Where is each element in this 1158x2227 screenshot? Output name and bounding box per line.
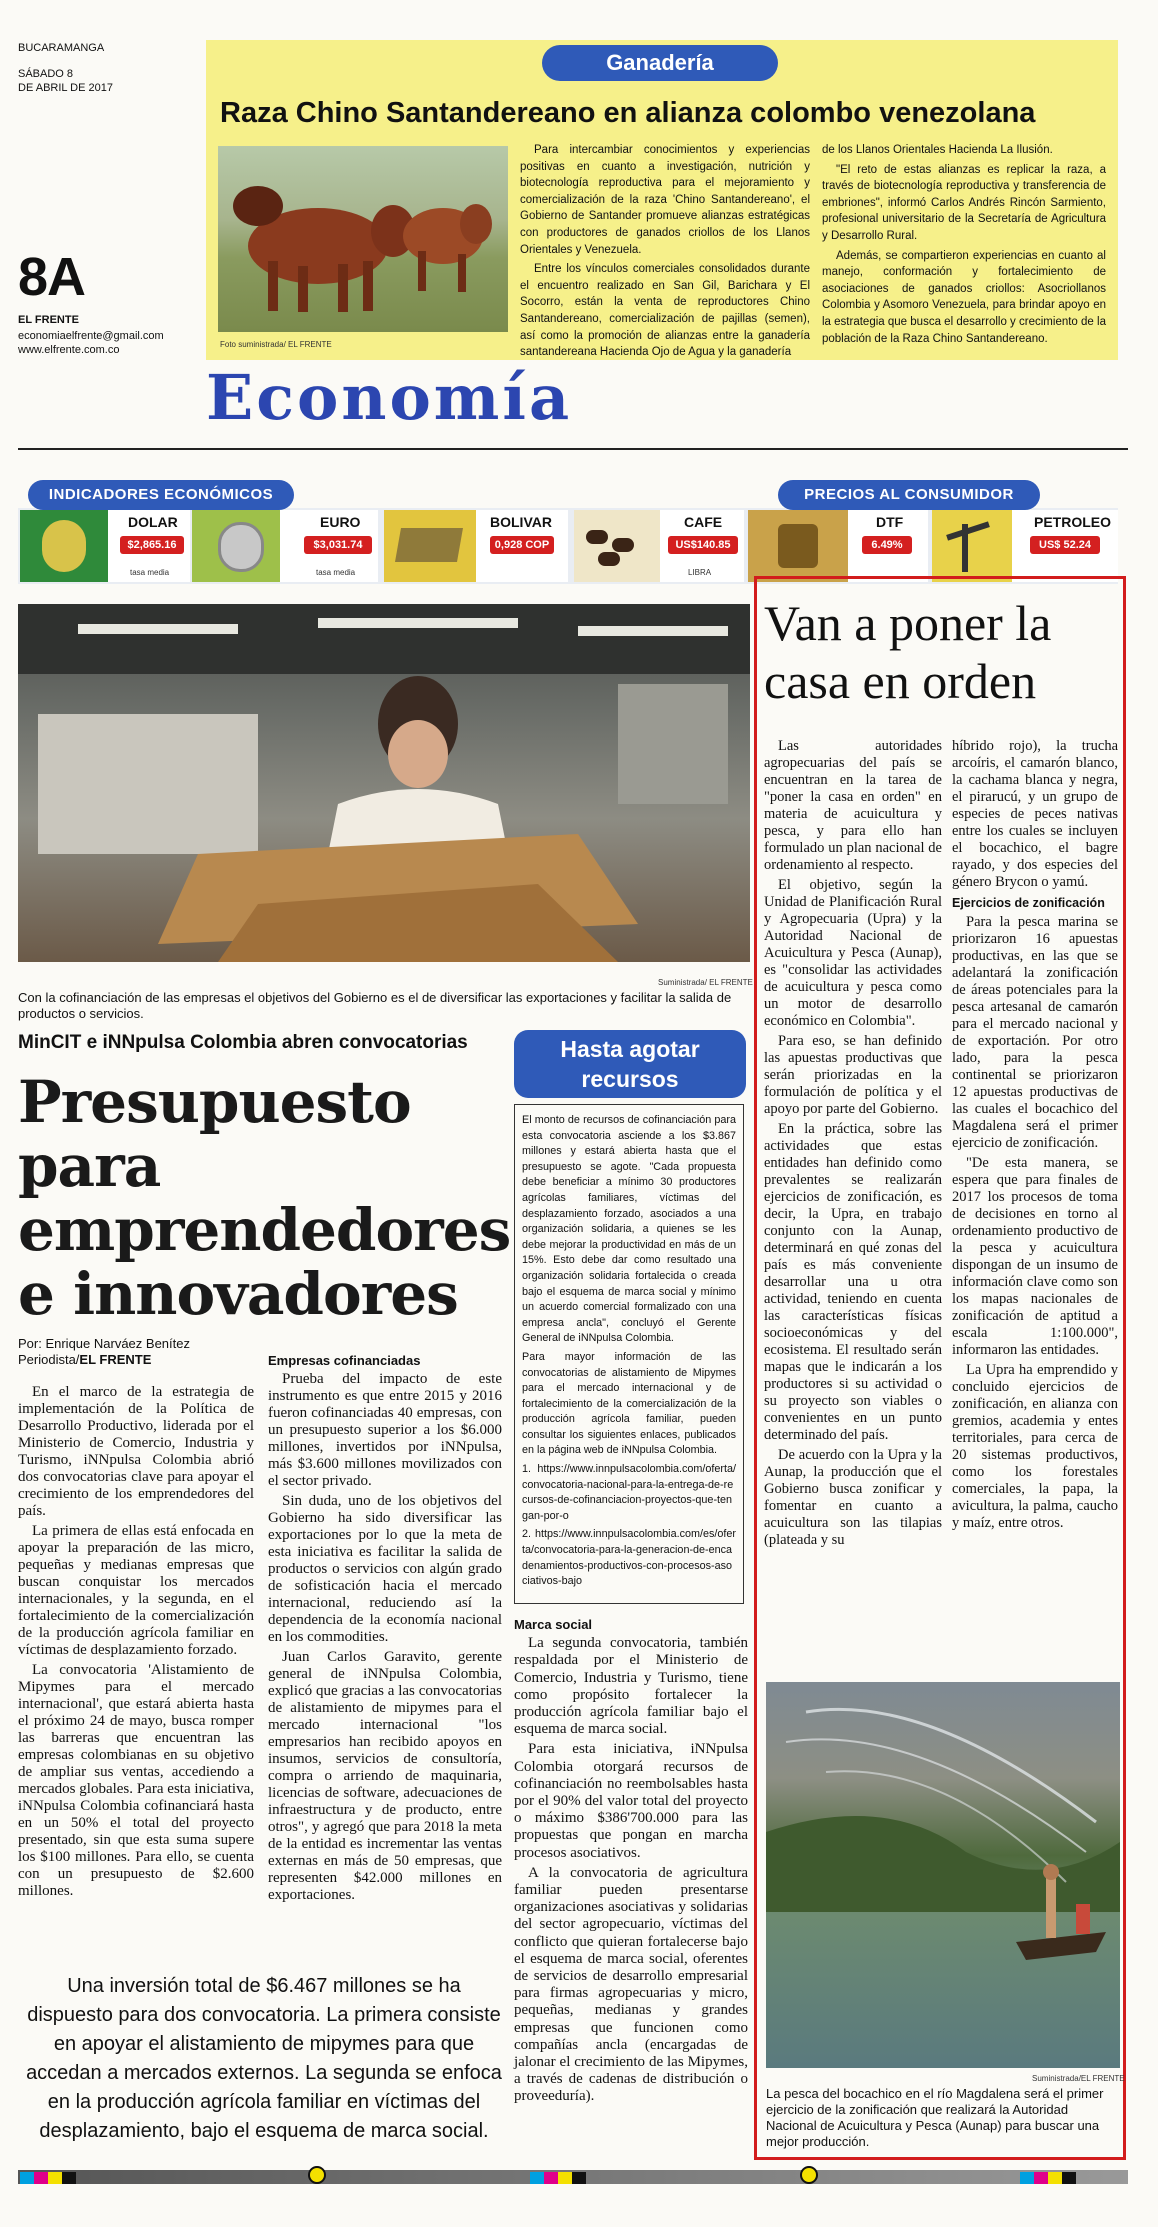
paragraph: Sin duda, uno de los objetivos del Gobierno ha sido diversificar las exportaciones por lo que la meta de esta iniciativa es facilitar la salida de productos o servicios con algún grado de sofisticación hacia el mercado internacional, reduciendo así la dependencia de la economía nacional en los commodities. xyxy=(268,1493,502,1645)
bolivar-panel xyxy=(476,510,568,582)
sidebar-title: Hasta agotar recursos xyxy=(514,1030,746,1098)
paragraph: La Upra ha emprendido y concluido ejercicios de zonificación, en alianza con gremios, academia y entes territoriales, para cerca de 20 sistemas productivos, como los forestales comerciales, la papa, la avicultura, la palma, caucho y maíz, entre otros. xyxy=(952,1362,1118,1531)
dolar-label: DOLAR xyxy=(128,514,178,530)
contact-email[interactable]: economiaelfrente@gmail.com xyxy=(18,330,164,342)
ganaderia-col2 xyxy=(822,142,1106,350)
fishing-photo-credit: Suministrada/EL FRENTE xyxy=(1032,2074,1125,2083)
masthead-date: DE ABRIL DE 2017 xyxy=(18,82,113,94)
dolar-sub: tasa media xyxy=(130,568,170,577)
paragraph: De acuerdo con la Upra y la Aunap, la producción que el Gobierno busca zonificar y fomentar en cuanto a acuicultura son las tilapias (plateada y su xyxy=(764,1447,942,1548)
bolivar-label: BOLIVAR xyxy=(490,514,552,530)
dtf-panel xyxy=(848,510,928,582)
euro-label: EURO xyxy=(320,514,361,530)
dtf-label: DTF xyxy=(876,514,904,530)
bolivar-value: 0,928 COP xyxy=(490,536,554,554)
paragraph: Además, se compartieron experiencias en cuanto al manejo, conformación y fortalecimiento de asociaciones de ganados criollos: Asocriollanos Colombia y Asomoro Venezuela, para brindar apoyo en la estrategia que busca el desarrollo y crecimiento de la población de la Raza Chino Santandereano. xyxy=(822,249,1106,345)
presupuesto-col2 xyxy=(268,1352,502,1907)
masthead-day: SÁBADO 8 xyxy=(18,68,74,80)
subhead: Empresas cofinanciadas xyxy=(268,1353,421,1368)
sewing-illustration xyxy=(18,604,750,962)
casa-headline: Van a poner la casa en orden xyxy=(764,595,1052,709)
euro-panel xyxy=(280,510,378,582)
ganaderia-col1 xyxy=(520,142,810,364)
dtf-value: 6.49% xyxy=(862,536,912,554)
cattle-illustration xyxy=(218,146,508,332)
paragraph: A la convocatoria de agricultura familiar pueden presentarse organizaciones asociativas y solidarias del sector agropecuario, víctimas del conflicto que quieran fortalecerse bajo el esquema de marca social, oferentes de servicios de desarrollo empresarial para firmas agropecuarias y micro, pequeñas, medianas y grandes empresas que funcionen como compañías ancla (encargadas de jalonar el crecimiento de las Mipymes, a través de cadenas de distribución o proveeduría). xyxy=(514,1864,748,2105)
paragraph: de los Llanos Orientales Hacienda La Ilusión. xyxy=(822,144,1053,156)
register-target-icon xyxy=(308,2166,326,2184)
sidebar-link[interactable]: 2. https://www.innpulsacolombia.com/es/oferta/convocatoria-para-la-generacion-de-encadenamientos-productivos-con-procesos-asociativos-bajo xyxy=(522,1528,736,1588)
paragraph: La primera de ellas está enfocada en apoyar la preparación de las micro, pequeñas y medianas empresas que buscan conquistar los mercados internacionales, y la segunda, en el fortalecimiento de la comercialización de la producción agrícola familiar en víctimas de desplazamiento forzado. xyxy=(18,1523,254,1658)
main-photo-credit: Suministrada/ EL FRENTE xyxy=(658,978,753,987)
section-rule xyxy=(18,448,1128,450)
presupuesto-headline: Presupuesto para emprendedores e innovadores xyxy=(18,1068,511,1328)
paragraph: híbrido rojo), la trucha arcoíris, el camarón blanco, la cachama blanca y negra, el pirarucú, y un grupo de especies de peces nativas entre los cuales se incluyen el bocachico, el bagre rayado, y dos especies del género Brycon o yamú. xyxy=(952,738,1118,890)
paragraph: La convocatoria 'Alistamiento de Mipymes para el mercado internacional', que estará abierta hasta el próximo 24 de mayo, busca romper las barreras que encuentran las empresas colombianas en su objetivo de ampliar sus ventas, accediendo a mercados globales. Para esta iniciativa, iNNpulsa Colombia cofinanciará hasta en un 50% el total del proyecto presentado, sin que esta suma supere los $100 millones. Para ello, se cuenta con un presupuesto de $2.600 millones. xyxy=(18,1662,254,1899)
cmyk-marks-left xyxy=(20,2171,76,2189)
paragraph: En la práctica, sobre las actividades que estas entidades han definido como prevalentes se realizarán ejercicios de zonificación, es decir, la Upra, en trabajo conjunto con la Aunap, determinará en qué zonas del país es más conveniente desarrollar una u otra actividad, teniendo en cuenta las características físicas socioeconómicas y del ecosistema. El resultado serán mapas que le indicarán a los productores si su actividad o su proyecto son viables o convenientes en un punto determinado del país. xyxy=(764,1121,942,1443)
cmyk-marks-right xyxy=(1020,2171,1076,2189)
sidebar-link[interactable]: 1. https://www.innpulsacolombia.com/oferta/convocatoria-nacional-para-la-entrega-de-recursos-de-cofinanciacion-proyectos-que-tengan-por-o xyxy=(522,1463,736,1522)
register-target-icon xyxy=(800,2166,818,2184)
byline-role xyxy=(18,1352,151,1368)
page-number: 8A xyxy=(18,247,86,307)
paragraph: Prueba del impacto de este instrumento es que entre 2015 y 2016 fueron cofinanciadas 40 empresas, con un presupuesto superior a los $6.000 millones, invertidos por iNNpulsa, más $3.600 millones movilizados con el sector privado. xyxy=(268,1371,502,1489)
sidebar-paragraph: Para mayor información de las convocatorias de alistamiento de Mipymes para el mercado internacional y de fortalecimiento de la comercialización de la producción agrícola familiar, pueden consultar los siguientes enlaces, publicados en la página web de iNNpulsa Colombia. xyxy=(522,1350,736,1457)
paragraph: La segunda convocatoria, también respaldada por el Ministerio de Comercio, Industria y Turismo, tiene como propósito fortalecer la producción agrícola familiar bajo el esquema de marca social. xyxy=(514,1635,748,1738)
ganaderia-headline: Raza Chino Santandereano en alianza colombo venezolana xyxy=(220,97,1036,129)
byline: Por: Enrique Narváez Benítez xyxy=(18,1336,190,1351)
pullquote: Una inversión total de $6.467 millones se ha dispuesto para dos convocatoria. La primera consiste en apoyar el alistamiento de mipymes para que accedan a mercados externos. La segunda se enfoca en la producción agrícola familiar en víctimas del desplazamiento, bajo el esquema de marca social. xyxy=(26,1975,502,2142)
dolar-icon xyxy=(20,510,108,582)
paragraph: Para eso, se han definido las apuestas productivas que serán priorizadas en la formulación de política y el apoyo por parte del Gobierno. xyxy=(764,1033,942,1117)
presupuesto-col3 xyxy=(514,1616,748,2109)
paragraph: "De esta manera, se espera que para finales de 2017 los procesos de toma de decisiones en torno al ordenamiento productivo de la pesca y acuicultura dispongan de un insumo de información clave como son los mapas nacionales de zonificación de aptitud a escala 1:100.000", informaron las entidades. xyxy=(952,1155,1118,1358)
paragraph: Juan Carlos Garavito, gerente general de iNNpulsa Colombia, explicó que gracias a las convocatorias de alistamiento de mipymes para el mercado internacional "los empresarios han recibido apoyos en insumos, servicios de consultoría, compra o arriendo de maquinaria, licencias de software, adecuaciones de infraestructura y de producto, entre otros", y agregó que para 2018 la meta de la entidad es incrementar las ventas externas en más de 50 empresas, que representen $42.000 millones en exportaciones. xyxy=(268,1649,502,1903)
euro-value: $3,031.74 xyxy=(304,536,372,554)
cafe-icon xyxy=(574,510,660,582)
paragraph: Para la pesca marina se priorizaron 16 apuestas productivas, en las que se adelantará la zonificación de áreas potenciales para la pesca artesanal de camarón para el mercado nacional y de exportación. Por otro lado, para la pesca continental se priorizaron 12 apuestas productivas de las cuales el bocachico del Magdalena será el primer ejercicio de zonificación. xyxy=(952,914,1118,1151)
euro-sub: tasa media xyxy=(316,568,356,577)
casa-col1 xyxy=(764,738,942,1552)
fishing-photo-caption: La pesca del bocachico en el río Magdalena será el primer ejercicio de la zonificación que realizará la Autoridad Nacional de Acuicultura y Pesca (Aunap) para buscar una mejor producción. xyxy=(766,2086,1104,2149)
presupuesto-col1 xyxy=(18,1384,254,1903)
subhead: Marca social xyxy=(514,1617,593,1632)
section-title: Economía xyxy=(206,361,573,434)
prices-header: PRECIOS AL CONSUMIDOR xyxy=(778,480,1040,510)
fishing-illustration xyxy=(766,1682,1120,2068)
casa-col2 xyxy=(952,738,1118,1535)
contact-web[interactable]: www.elfrente.com.co xyxy=(18,344,120,356)
ganaderia-photo-credit: Foto suministrada/ EL FRENTE xyxy=(220,340,332,349)
subhead: Ejercicios de zonificación xyxy=(952,896,1105,910)
paper-name: EL FRENTE xyxy=(18,314,79,326)
cafe-value: US$140.85 xyxy=(668,536,738,554)
paragraph: En el marco de la estrategia de implementación de la Política de Desarrollo Productivo, liderada por el Ministerio de Comercio, Industria y Turismo, iNNpulsa Colombia abrió dos convocatorias clave para apoyar el crecimiento de los emprendedores del país. xyxy=(18,1384,254,1519)
petroleo-value: US$ 52.24 xyxy=(1030,536,1100,554)
sidebar-paragraph: El monto de recursos de cofinanciación para esta convocatoria asciende a los $3.867 millones y estará abierta hasta que el presupuesto se agote. "Cada propuesta debe beneficiar a mínimo 30 productores agrícolas familiares, víctimas del desplazamiento forzado, asociados a una organización solidaria, a quienes se les debe mejorar la productividad en más de un 15%. Esto debe dar como resultado una organización solidaria fortalecida o creada bajo el esquema de marca social y mínimo un acuerdo comercial formalizado con una empresa ancla", concluyó el Gerente General de iNNpulsa Colombia. xyxy=(522,1114,736,1345)
dolar-panel xyxy=(108,510,190,582)
cafe-panel xyxy=(660,510,744,582)
cattle-photo xyxy=(218,146,508,332)
paragraph: "El reto de estas alianzas es replicar la raza, a través de biotecnología reproductiva y transferencia de embriones", informó Carlos Andrés Rincón Sarmiento, profesional universitario de la Secretaría de Agricultura y Desarrollo Rural. xyxy=(822,163,1106,242)
paragraph: Para esta iniciativa, iNNpulsa Colombia otorgará recursos de cofinanciación no reembolsables hasta por el 90% del valor total del proyecto o máximo $386'700.000 para las propuestas que pongan en marcha procesos asociativos. xyxy=(514,1741,748,1861)
byline-paper: EL FRENTE xyxy=(79,1352,152,1367)
paragraph: Entre los vínculos comerciales consolidados durante el encuentro realizado en San Gil, Barichara y El Socorro, están la venta de reproductores Chino Santandereano, comercialización de pajillas (semen), así como la promoción de alianzas entre la ganadería santandereana Hacienda Ojo de Agua y la ganadería xyxy=(520,263,810,359)
cmyk-marks-mid xyxy=(530,2171,586,2189)
fishing-photo xyxy=(766,1682,1120,2068)
cafe-label: CAFE xyxy=(684,514,723,530)
indicators-header: INDICADORES ECONÓMICOS xyxy=(28,480,294,510)
petroleo-panel xyxy=(1012,510,1118,582)
cafe-sub: LIBRA xyxy=(688,568,712,577)
bolivar-icon xyxy=(384,510,476,582)
masthead-city: BUCARAMANGA xyxy=(18,42,105,54)
paragraph: El objetivo, según la Unidad de Planificación Rural y Agropecuaria (Upra) y la Autoridad Nacional de Acuicultura y Pesca (Aunap), es "consolidar las actividades de acuicultura y pesca como un motor de desarrollo económico en Colombia". xyxy=(764,877,942,1029)
dolar-value: $2,865.16 xyxy=(120,536,184,554)
paragraph: Las autoridades agropecuarias del país se encuentran en la tarea de "poner la casa en orden" en materia de acuicultura y pesca, y para ello han formulado un plan nacional de ordenamiento al respecto. xyxy=(764,738,942,873)
ganaderia-tag: Ganadería xyxy=(542,45,778,81)
euro-icon xyxy=(192,510,280,582)
main-photo-caption: Con la cofinanciación de las empresas el objetivos del Gobierno es el de diversificar las exportaciones y facilitar la salida de productos o servicios. xyxy=(18,990,732,1021)
presupuesto-kicker: MinCIT e iNNpulsa Colombia abren convocatorias xyxy=(18,1032,468,1053)
dtf-icon xyxy=(748,510,848,582)
petroleo-label: PETROLEO xyxy=(1034,514,1112,530)
sidebar-box xyxy=(514,1104,744,1604)
sewing-photo xyxy=(18,604,750,962)
petroleo-icon xyxy=(932,510,1012,582)
byline-role-text: Periodista/ xyxy=(18,1352,80,1367)
paragraph: Para intercambiar conocimientos y experiencias positivas en cuanto a investigación, nutrición y biotecnología reproductiva para el mejoramiento y comercialización de la raza 'Chino Santandereano', el Gobierno de Santander promueve alianzas estratégicas con productores de ganados criollos de los Llanos Orientales y Venezuela. xyxy=(520,144,810,256)
